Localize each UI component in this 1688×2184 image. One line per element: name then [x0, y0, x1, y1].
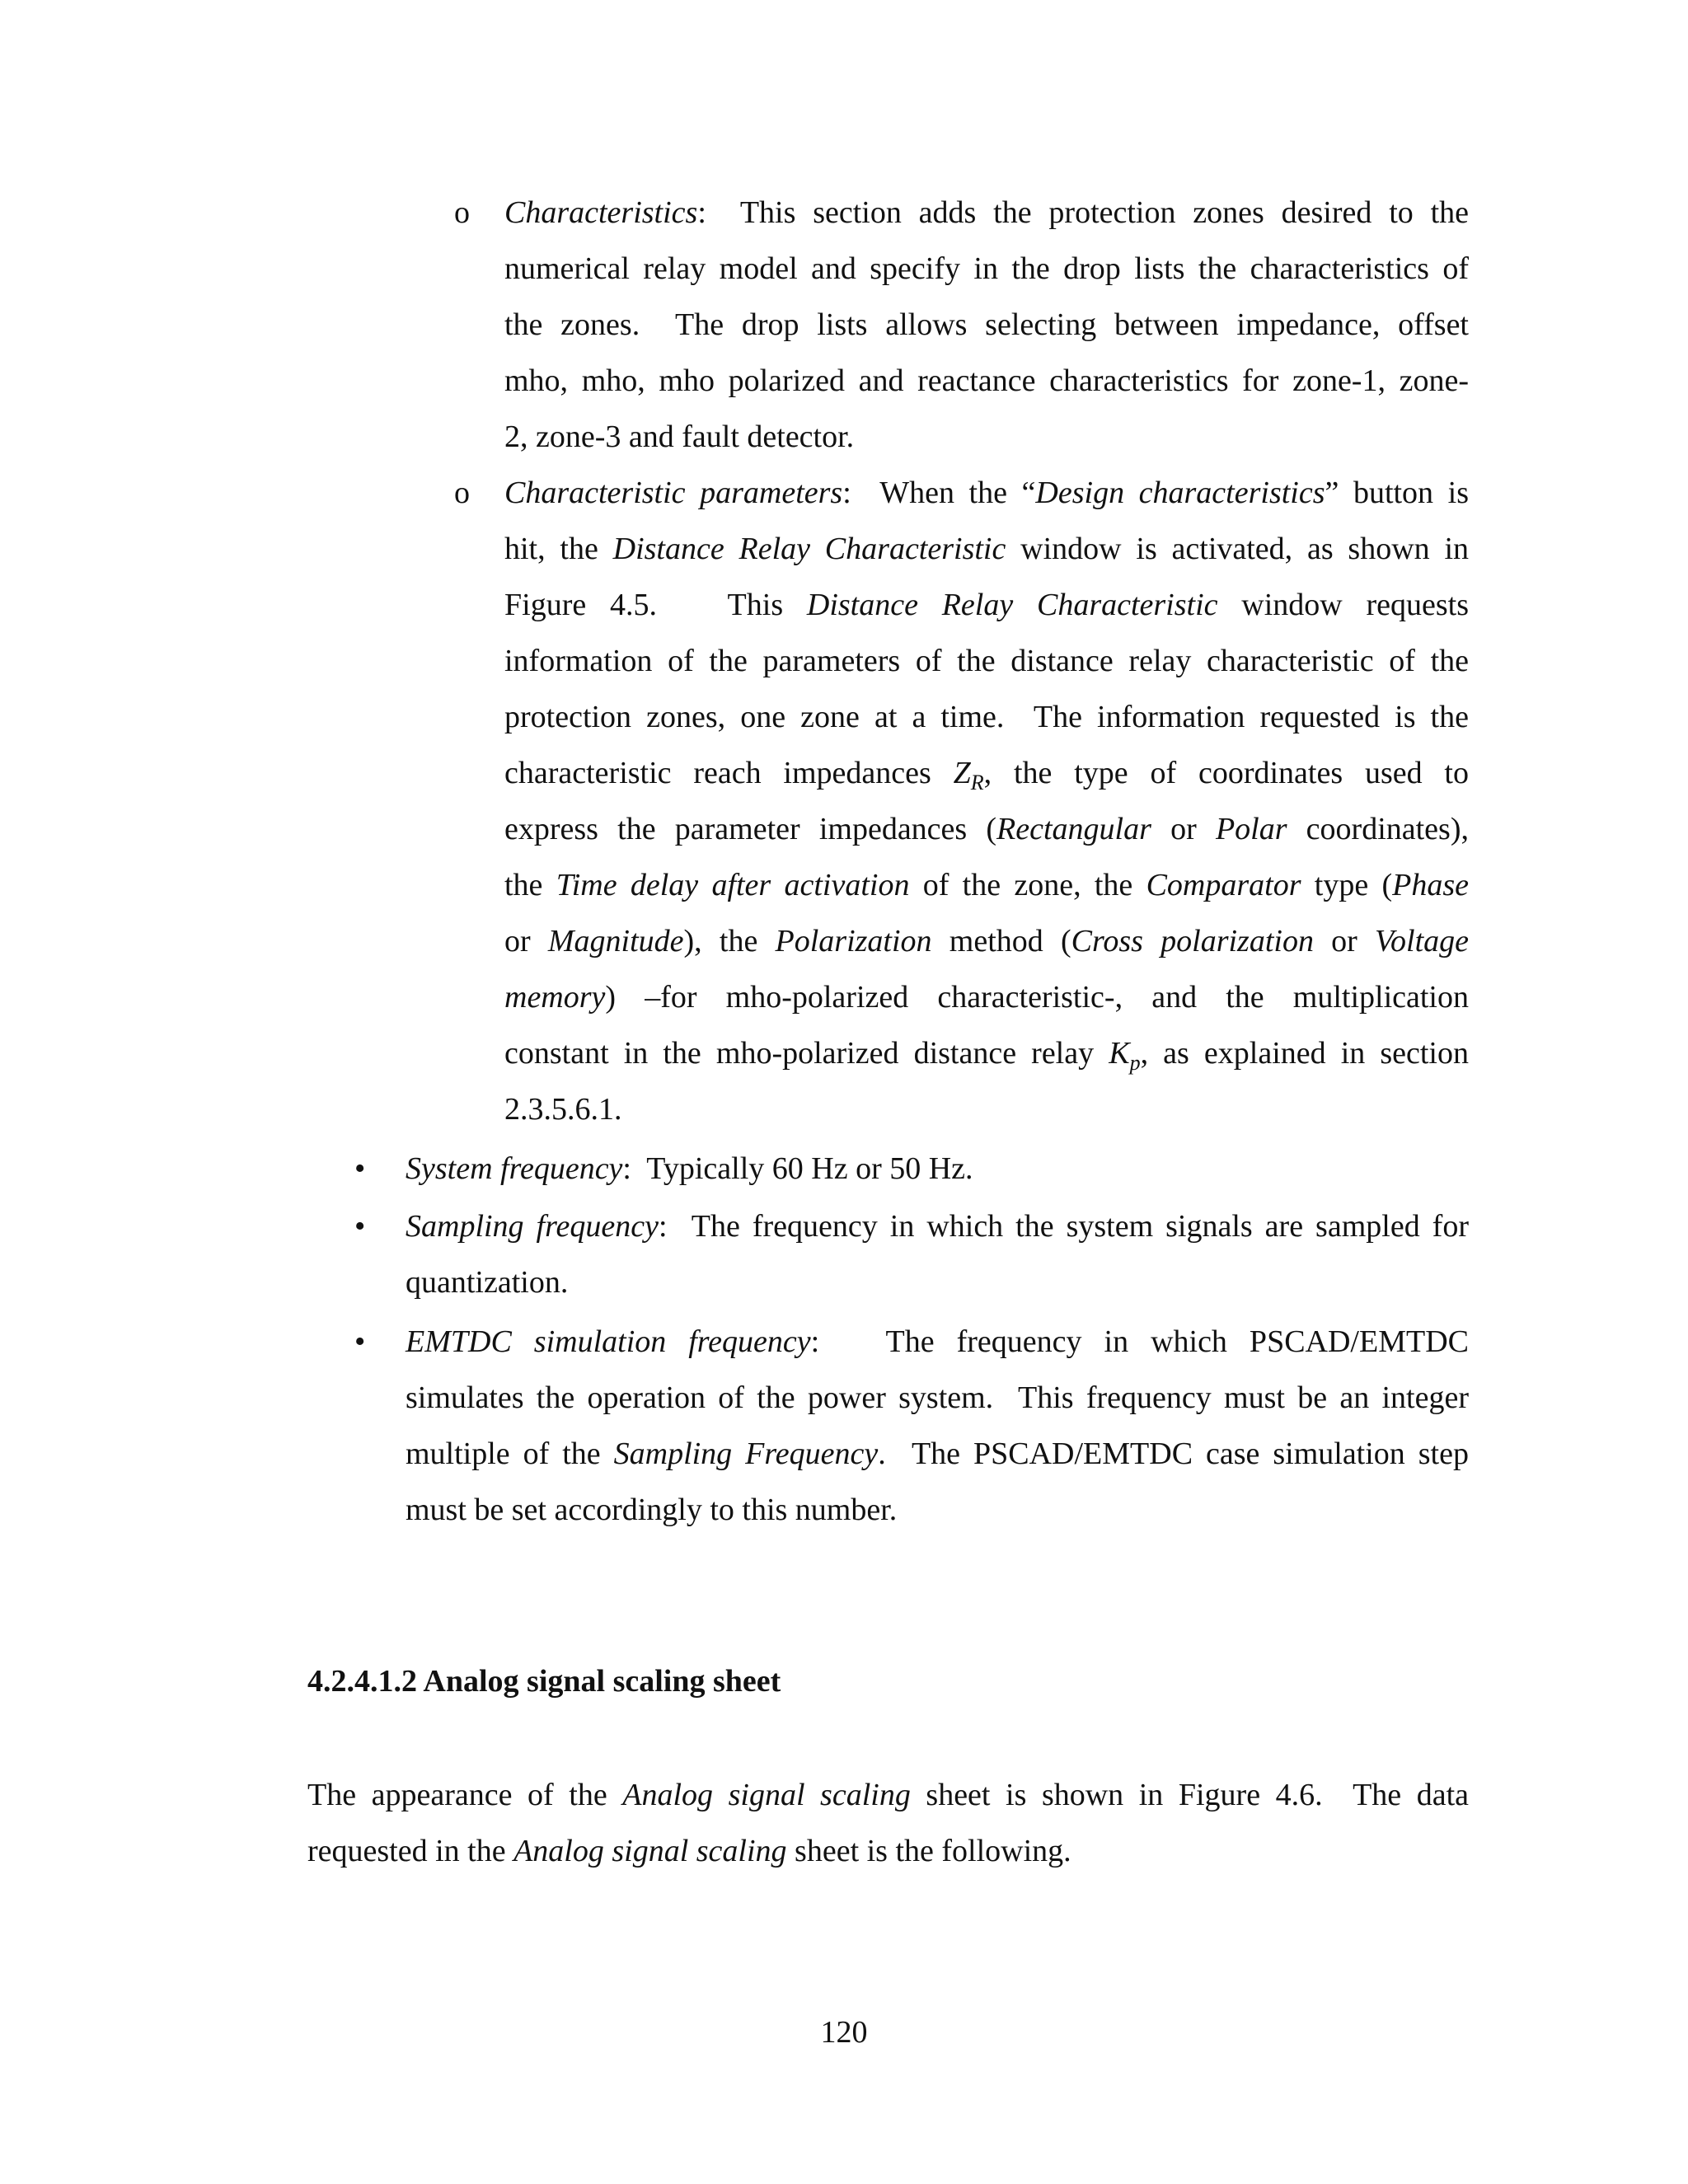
bullet-marker: • — [354, 1209, 366, 1244]
text-line: The appearance of the Analog signal scaling sheet is shown in Figure 4.6. The data — [307, 1778, 1470, 1812]
text-line: Sampling frequency: The frequency in which the system signals are sampled for — [406, 1209, 1469, 1244]
text-line: Figure 4.5. This Distance Relay Characteristic window requests — [504, 588, 1469, 622]
text-line: information of the parameters of the distance relay characteristic of the — [504, 644, 1469, 678]
text-line: multiple of the Sampling Frequency. The PSCAD/EMTDC case simulation step — [406, 1436, 1469, 1471]
text-line: Characteristic parameters: When the “Design characteristics” button is — [504, 476, 1469, 510]
text-line: Characteristics: This section adds the protection zones desired to the — [504, 195, 1469, 230]
text-line: express the parameter impedances (Rectangular or Polar coordinates), — [504, 812, 1469, 846]
circle-bullet-marker: o — [454, 476, 470, 510]
text-line: hit, the Distance Relay Characteristic window is activated, as shown in — [504, 532, 1469, 566]
text-line: or Magnitude), the Polarization method (Cross polarization or Voltage — [504, 924, 1470, 958]
text-line: quantization. — [406, 1265, 569, 1300]
text-line: mho, mho, mho polarized and reactance characteristics for zone-1, zone- — [504, 363, 1469, 398]
text-line: the zones. The drop lists allows selecting between impedance, offset — [504, 307, 1469, 342]
text-line: 2, zone-3 and fault detector. — [504, 419, 855, 454]
text-line: 2.3.5.6.1. — [504, 1092, 622, 1127]
page-number: 120 — [820, 2015, 868, 2050]
text-line: must be set accordingly to this number. — [406, 1493, 898, 1527]
bullet-marker: • — [354, 1151, 366, 1186]
text-line: numerical relay model and specify in the drop lists the characteristics of — [504, 251, 1469, 286]
text-line: requested in the Analog signal scaling sheet is the following. — [307, 1834, 1071, 1868]
text-line: the Time delay after activation of the zone, the Comparator type (Phase — [504, 868, 1469, 902]
text-line: System frequency: Typically 60 Hz or 50 Hz. — [406, 1151, 973, 1186]
bullet-marker: • — [354, 1324, 366, 1359]
text-line: memory) –for mho-polarized characteristic-, and the multiplication — [504, 980, 1469, 1015]
text-line: EMTDC simulation frequency: The frequency in which PSCAD/EMTDC — [406, 1324, 1469, 1359]
text-line: protection zones, one zone at a time. The information requested is the — [504, 700, 1469, 734]
text-line: simulates the operation of the power system. This frequency must be an integer — [406, 1380, 1469, 1415]
section-heading: 4.2.4.1.2 Analog signal scaling sheet — [307, 1664, 781, 1699]
text-line: constant in the mho-polarized distance relay $K_p$, as explained in section — [504, 1036, 1469, 1075]
circle-bullet-marker: o — [454, 195, 470, 230]
text-line: characteristic reach impedances $Z_R$, the type of coordinates used to — [504, 756, 1469, 794]
